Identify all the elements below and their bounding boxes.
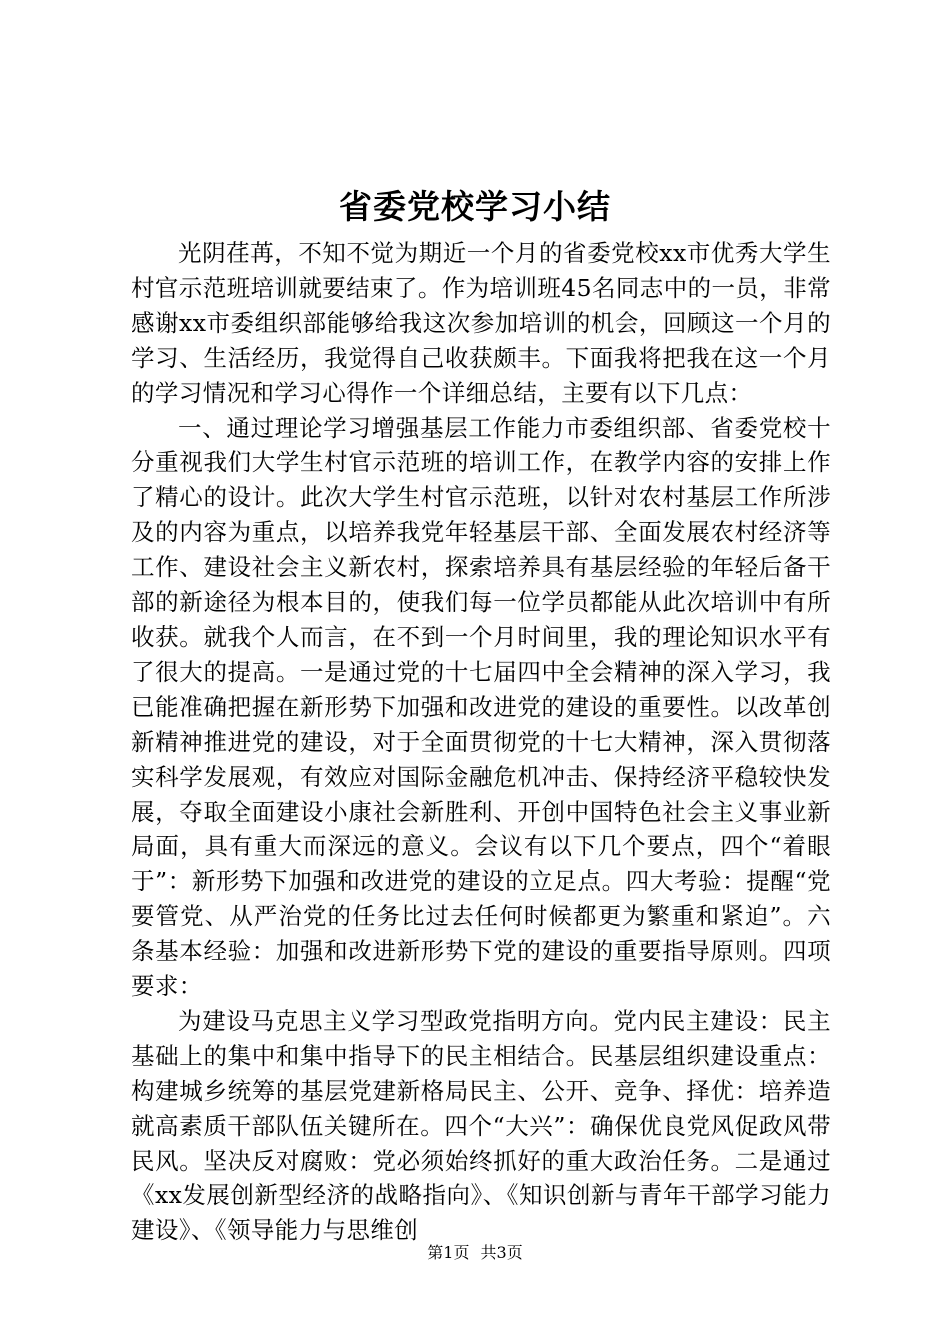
paragraph-section-one: 一、通过理论学习增强基层工作能力市委组织部、省委党校十分重视我们大学生村官示范班的培训工作，在教学内容的安排上作了精心的设计。此次大学生村官示范班，以针对农村基层工作所涉及的内容为重点，以培养我党年轻基层干部、全面发展农村经济等工作、建设社会主义新农村，探索培养具有基层经验的年轻后备干部的新途径为根本目的，使我们每一位学员都能从此次培训中有所收获。就我个人而言，在不到一个月时间里，我的理论知识水平有了很大的提高。一是通过党的十七届四中全会精神的深入学习，我已能准确把握在新形势下加强和改进党的建设的重要性。以改革创新精神推进党的建设，对于全面贯彻党的十七大精神，深入贯彻落实科学发展观，有效应对国际金融危机冲击、保持经济平稳较快发展，夺取全面建设小康社会新胜利、开创中国特色社会主义事业新局面，具有重大而深远的意义。会议有以下几个要点，四个“着眼于”：新形势下加强和改进党的建设的立足点。四大考验：提醒“党要管党、从严治党的任务比过去任何时候都更为繁重和紧迫”。六条基本经验：加强和改进新形势下党的建设的重要指导原则。四项要求： <box>131 413 831 1001</box>
document-title: 省委党校学习小结 <box>339 187 611 226</box>
page-footer <box>0 1243 950 1263</box>
paragraph-intro: 光阴荏苒，不知不觉为期近一个月的省委党校xx市优秀大学生村官示范班培训就要结束了。作为培训班45名同志中的一员，非常感谢xx市委组织部能够给我这次参加培训的机会，回顾这一个月的学习、生活经历，我觉得自己收获颇丰。下面我将把我在这一个月的学习情况和学习心得作一个详细总结，主要有以下几点： <box>131 239 831 407</box>
document-body <box>131 236 831 1248</box>
paragraph-section-one-continued: 为建设马克思主义学习型政党指明方向。党内民主建设：民主基础上的集中和集中指导下的民主相结合。民基层组织建设重点：构建城乡统筹的基层党建新格局民主、公开、竞争、择优：培养造就高素质干部队伍关键所在。四个“大兴”：确保优良党风促政风带民风。坚决反对腐败：党必须始终抓好的重大政治任务。二是通过《xx发展创新型经济的战略指向》、《知识创新与青年干部学习能力建设》、《领导能力与思维创 <box>131 1006 831 1245</box>
page-number: 第1页 <box>427 1243 470 1262</box>
page-total: 共3页 <box>480 1243 523 1262</box>
